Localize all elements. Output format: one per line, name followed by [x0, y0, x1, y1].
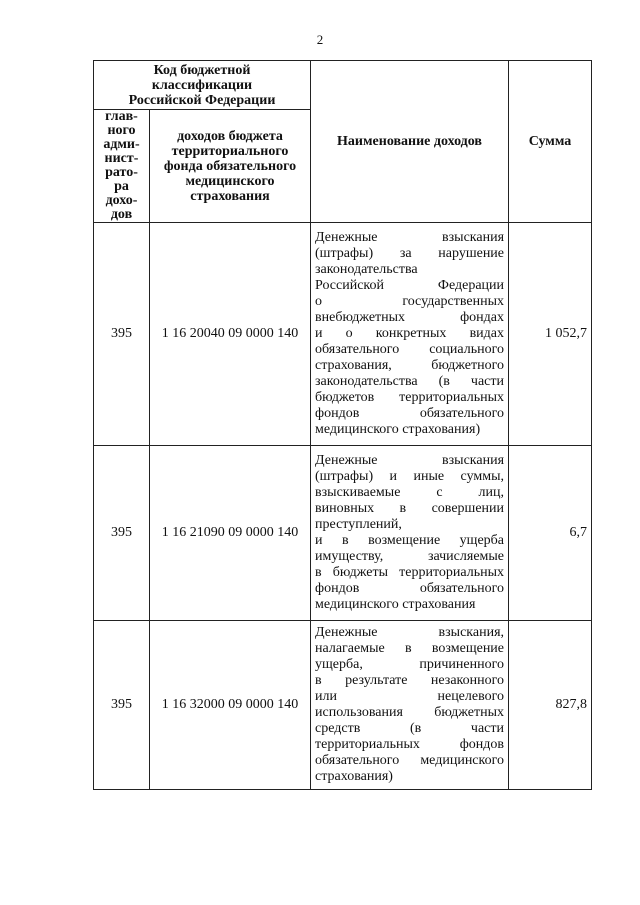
- page-number: 2: [316, 32, 324, 47]
- income-code-cell: 1 16 20040 09 0000 140: [150, 223, 311, 446]
- header-admin: [94, 110, 150, 223]
- header-income-code: [150, 110, 311, 223]
- header-income-line: территориального: [171, 143, 289, 159]
- header-admin-line: ра: [114, 179, 129, 194]
- name-line: обязательного социального: [315, 342, 505, 357]
- name-line: бюджетов территориальных: [315, 390, 505, 405]
- name-line: Российской Федерации: [315, 278, 505, 293]
- name-line: средств (в части: [315, 721, 505, 736]
- name-line: в результате незаконного: [315, 673, 505, 688]
- income-code-cell: 1 16 32000 09 0000 140: [150, 621, 311, 790]
- name-line: имуществу, зачисляемые: [315, 549, 505, 564]
- name-line: в бюджеты территориальных: [315, 565, 505, 580]
- admin-code-cell: 395: [94, 621, 150, 790]
- name-line: (штрафы) за нарушение: [315, 246, 505, 261]
- header-income-line: страхования: [190, 188, 270, 204]
- header-row-1: [94, 61, 592, 110]
- revenue-table: [93, 60, 592, 790]
- name-line: (штрафы) и иные суммы,: [315, 469, 505, 484]
- header-income-line: доходов бюджета: [177, 128, 283, 144]
- table-row: [94, 446, 592, 621]
- name-line: ущерба, причиненного: [315, 657, 505, 672]
- name-line: Денежные взыскания,: [315, 625, 505, 640]
- header-admin-line: ного: [107, 123, 136, 138]
- header-income-name: Наименование доходов: [311, 61, 509, 223]
- name-line: о государственных: [315, 294, 505, 309]
- income-name-cell: [311, 446, 509, 621]
- name-line: страхования, бюджетного: [315, 358, 505, 373]
- sum-cell: 1 052,7: [509, 223, 592, 446]
- header-admin-line: дов: [110, 207, 133, 222]
- header-income-line: фонда обязательного: [163, 158, 297, 174]
- name-line: внебюджетных фондах: [315, 310, 505, 325]
- header-admin-line: глав-: [105, 109, 138, 124]
- table-row: [94, 223, 592, 446]
- name-line: медицинского страхования): [315, 422, 481, 437]
- header-group-line: классификации: [151, 77, 253, 93]
- income-name-cell: [311, 223, 509, 446]
- header-income-line: медицинского: [185, 173, 275, 189]
- name-line: законодательства (в части: [315, 374, 505, 389]
- header-admin-line: дохо-: [105, 193, 138, 208]
- name-line: налагаемые в возмещение: [315, 641, 505, 656]
- name-line: виновных в совершении: [315, 501, 505, 516]
- name-line: использования бюджетных: [315, 705, 505, 720]
- admin-code-cell: 395: [94, 223, 150, 446]
- name-line: обязательного медицинского: [315, 753, 505, 768]
- header-group-line: Российской Федерации: [128, 92, 276, 108]
- name-line: или нецелевого: [315, 689, 505, 704]
- name-line: Денежные взыскания: [315, 453, 505, 468]
- table-row: [94, 621, 592, 790]
- name-line: Денежные взыскания: [315, 230, 505, 245]
- header-admin-line: адми-: [103, 137, 140, 152]
- income-code-cell: 1 16 21090 09 0000 140: [150, 446, 311, 621]
- name-line: и в возмещение ущерба: [315, 533, 505, 548]
- admin-code-cell: 395: [94, 446, 150, 621]
- name-line: страхования): [315, 769, 393, 784]
- name-line: фондов обязательного: [315, 581, 505, 596]
- header-sum: Сумма: [509, 61, 592, 223]
- header-budget-classification: [94, 61, 311, 110]
- sum-cell: 6,7: [509, 446, 592, 621]
- name-line: фондов обязательного: [315, 406, 505, 421]
- name-line: законодательства: [315, 262, 418, 277]
- income-name-cell: [311, 621, 509, 790]
- name-line: преступлений,: [315, 517, 402, 532]
- name-line: медицинского страхования: [315, 597, 476, 612]
- sum-cell: 827,8: [509, 621, 592, 790]
- header-group-line: Код бюджетной: [153, 62, 251, 78]
- header-admin-line: нист-: [104, 151, 139, 166]
- name-line: взыскиваемые с лиц,: [315, 485, 505, 500]
- header-admin-line: рато-: [105, 165, 138, 180]
- name-line: и о конкретных видах: [315, 326, 505, 341]
- name-line: территориальных фондов: [315, 737, 505, 752]
